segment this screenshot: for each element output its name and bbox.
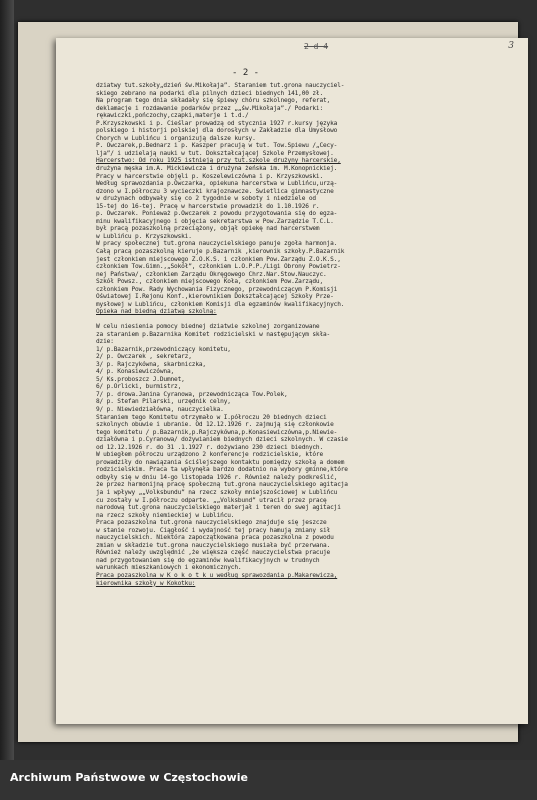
text-line: odbyły się w dniu 14-go listopada 1926 r. Również należy podkreślić, [96, 473, 338, 481]
text-line: 4/ p. Konasiewiczówna, [96, 368, 175, 376]
text-line: nad przygotowaniem się do egzaminów kwalifikacyjnych w trudnych [96, 556, 320, 564]
text-line: dziatwy tut.szkoły„dzień św.Mikołaja”. Staraniem tut.grona nauczyciel- [96, 82, 345, 89]
text-line: Według sprawozdania p.Owczarka, opiekuna harcerstwa w Lublińcu,urzą- [96, 180, 338, 188]
text-line: na rzecz szkoły niemieckiej w Lublińcu. [96, 511, 235, 519]
text-line: polskiego i historji polskiej dla dorosłych w Zakładzie dla Umysłowo [96, 127, 338, 135]
text-line: mysłowej w Lublińcu, członkiem Komisji dla egzaminów kwalifikacyjnych. [96, 300, 345, 308]
text-line: minu kwalifikacyjnego i objęcia sekretarstwa w Pow.Zarządzie T.C.L. [96, 217, 334, 225]
struck-page-number: 2 d 4 [304, 42, 329, 51]
text-line: działówna i p.Cyranowa/ dożywianiem biednych dzieci szkolnych. W czasie [96, 436, 348, 444]
text-line: od 12.12.1926 r. do 31 .1.1927 r. dożywiano 230 dzieci biednych. [96, 443, 324, 451]
text-line: cu zostały w I.półroczu odparte. „„Volksbund” utracił przez pracę [96, 496, 327, 504]
text-line: Również należy uwzględnić ,że większa część nauczycielstwa pracuje [96, 549, 331, 557]
text-line: jest członkiem miejscowego Z.O.K.S. i członkiem Pow.Zarządu Z.O.K.S., [96, 255, 341, 263]
text-line: Całą pracą pozaszkolną kieruje p.Bazarnik ,kierownik szkoły.P.Bazarnik [96, 248, 345, 256]
text-line: nauczycielskich. Niektóra zapoczątkowana praca pozaszkolna z powodu [96, 534, 334, 542]
archive-name-label: Archiwum Państwowe w Częstochowie [10, 771, 248, 784]
page-number: - 2 - [232, 68, 260, 78]
text-line: za staraniem p.Bazarnika Komitet rodzicielski w następującym skła- [96, 330, 331, 338]
text-line: dzono w I.półroczu 3 wycieczki krajoznawcze. Świetlica gimnastyczne [96, 187, 334, 195]
text-line: 2/ p. Owczarek , sekretarz, [96, 353, 192, 361]
text-line: narodową tut.grona nauczycielskiego materjał i teren do swej agitacji [96, 504, 341, 512]
text-line: 6/ p.Orlicki, burmistrz, [96, 383, 182, 391]
text-line: Pracy w harcerstwie objęli p. Koszelewiczówna i p. Krzyszkowski. [96, 172, 324, 180]
text-line: lja”/ i udzielają nauki w tut. Dokształcającej Szkole Przemysłowej. [96, 149, 334, 157]
text-line: drużyna męska im.A. Mickiewicza i drużyna żeńska im. M.Konopnickiej. [96, 165, 338, 173]
archive-footer-bar [0, 760, 537, 800]
text-line: Opieka nad biedną dziatwą szkolną: [96, 308, 217, 316]
text-line: dzie: [96, 338, 114, 346]
text-line: Chorych w Lublińcu i organizują dalsze kursy. [96, 134, 256, 142]
text-line: Szkół Powsz., członkiem miejscowego Koła, członkiem Pow.Zarządu, [96, 278, 324, 286]
text-line: rodzicielskim. Praca ta wpłynęła bardzo dodatnio na wybory gminne,które [96, 466, 348, 474]
book-spine-edge [0, 0, 14, 760]
text-line: deklamacje i rozdawanie podarków przez „„św.Mikołaja”./ Podarki: [96, 104, 324, 112]
text-line: tego komitetu / p.Bazarnik,p.Rajczykówna,p.Konasiewiczówna,p.Niewie- [96, 428, 338, 436]
text-line: ja i wpływy „„Volksbundu” na rzecz szkoły mniejszościowej w Lublińcu [96, 488, 338, 496]
text-line: 3/ p. Rajczykówna, skarbniczka, [96, 360, 206, 368]
text-line: członkiem Pow. Rady Wychowania Fizycznego, przewodniczącym P.Komisji [96, 285, 338, 293]
text-line: Praca pozaszkolna tut.grona nauczycielskiego znajduje się jeszcze [96, 519, 327, 527]
text-line: rękawiczki,pończochy,czapki,materje i t.d./ [96, 112, 249, 120]
handwritten-folio-number: 3 [508, 41, 514, 51]
text-line: P.Krzyszkowski i p. Cieślar prowadzą od stycznia 1927 r.kursy języka [96, 119, 338, 127]
typewritten-text [96, 82, 514, 587]
text-line: p. Owczarek. Ponieważ p.Owczarek z powodu przygotowania się do egza- [96, 210, 338, 218]
text-line: zmian w składzie tut.grona nauczycielskiego musiała być przerwana. [96, 541, 331, 549]
text-line: Oświatowej I.Rejonu Konf.,kierownikiem Dokształcającej Szkoły Prze- [96, 293, 334, 301]
text-line: 7/ p. drowa.Janina Cyranowa, przewodnicząca Tow.Polek, [96, 390, 288, 398]
text-line: członkiem Tow.Gimn.,„Sokół”, członkiem L.O.P.P./Ligi Obrony Powietrz- [96, 263, 341, 271]
text-line: 5/ Ks.proboszcz J.Dumnet, [96, 375, 185, 383]
text-line: szkolnych obuwie i ubranie. Od 12.12.1926 r. zajmują się członkowie [96, 421, 334, 429]
text-line: że przez harmonijną pracę społeczną tut.grona nauczycielskiego agitacja [96, 481, 348, 489]
text-line: prowadziły do nawiązania ściślejszego kontaktu pomiędzy szkołą a domem [96, 458, 345, 466]
text-line: był pracą pozaszkolną przeciążony, objął opiekę nad harcerstwem [96, 225, 320, 233]
text-line: kierownika szkoły w Kokotku: [96, 579, 196, 587]
text-line: w stanie rozwoju. Ciągłość i wydajność tej pracy hamują zmiany sił [96, 526, 331, 534]
text-line: 15-tej do 16-tej. Pracę w harcerstwie prowadził do 1.10.1926 r. [96, 202, 320, 210]
text-line: 9/ p. Niewiedziałówna, nauczycielka. [96, 405, 224, 413]
text-line: W celu niesienia pomocy biednej dziatwie szkolnej zorganizowane [96, 322, 320, 330]
document-page [56, 38, 528, 724]
text-line: Harcerstwo: Od roku 1925 istnieją przy tut.szkole drużyny harcerskie, [96, 157, 341, 165]
text-line: warunkach mieszkaniowych i ekonomicznych. [96, 564, 242, 572]
text-line: P. Owczarek,p.Bednarz i p. Kaszper pracują w tut. Tow.Śpiewu /„Cecy- [96, 142, 338, 150]
text-line: nej Państwa/, członkiem Zarządu Okręgowego Chrz.Nar.Stow.Nauczyc. [96, 270, 327, 278]
text-line: Staraniem tego Komitetu otrzymało w I.półroczu 20 biednych dzieci [96, 413, 327, 421]
text-line: skiego zebrano na podarki dla pilnych dzieci biednych 141,00 zł. [96, 89, 324, 97]
text-line: Praca pozaszkolna w K o k o t k u według sprawozdania p.Makarewicza, [96, 572, 338, 579]
text-line: W pracy społecznej tut.grona nauczycielskiego panuje zgoła harmonja. [96, 240, 338, 248]
text-line: W ubiegłem półroczu urządzono 2 konferencje rodzicielskie, które [96, 451, 324, 459]
text-line: w drużynach odbywały się co 2 tygodnie w soboty i niedziele od [96, 195, 316, 203]
text-line: w Lublińcu p. Krzyszkowski. [96, 232, 192, 240]
text-line: 8/ p. Stefan Pilarski, urzędnik celny, [96, 398, 231, 406]
text-line: 1/ p.Bazarnik,przewodniczący komitetu, [96, 345, 231, 353]
text-line: Na program tego dnia składały się śpiewy chóru szkolnego, referat, [96, 97, 331, 105]
